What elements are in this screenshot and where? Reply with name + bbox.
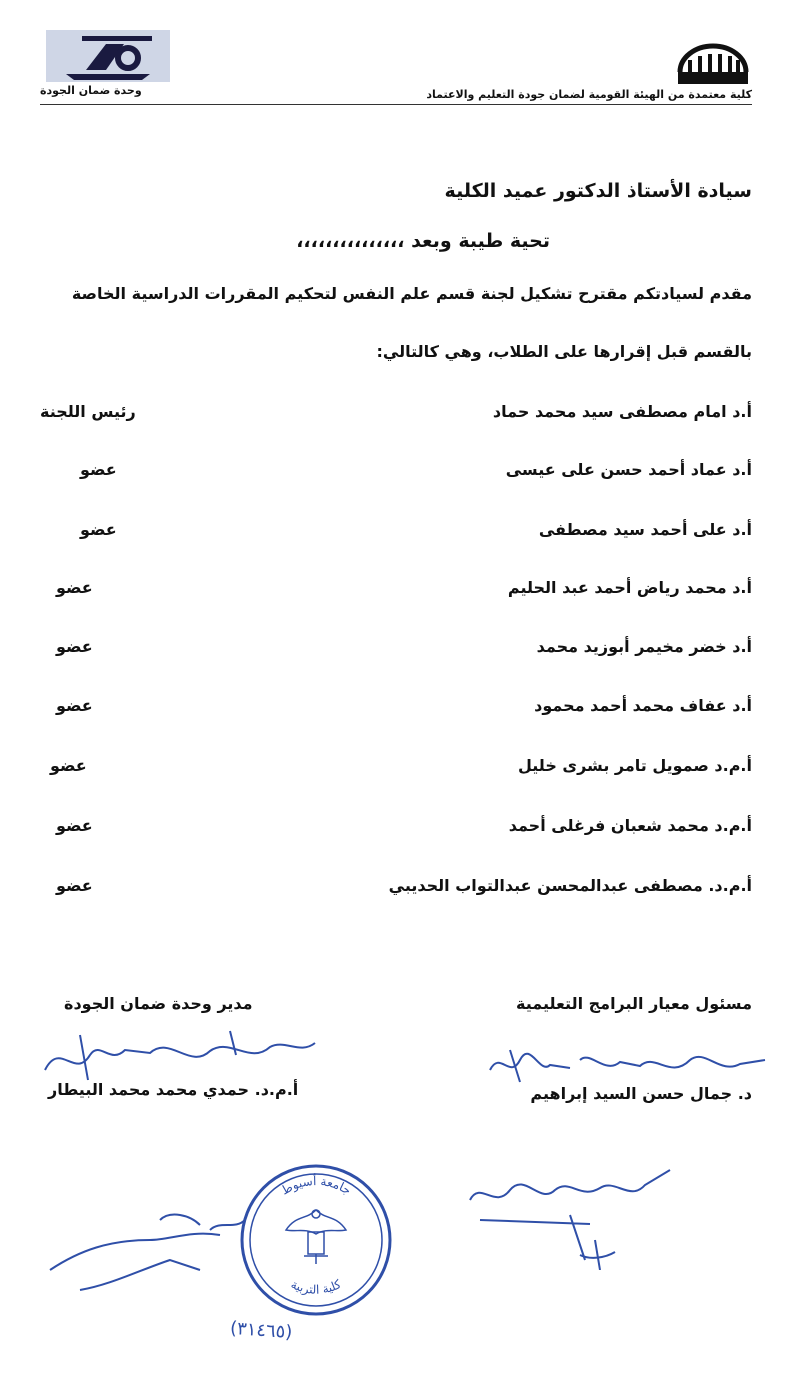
committee-row xyxy=(40,460,752,486)
left-handwritten-signature xyxy=(30,1025,330,1085)
quality-unit-logo xyxy=(46,30,170,82)
svg-text:جامعة أسيوط xyxy=(279,1173,354,1198)
faculty-accreditation-text: كلية معتمدة من الهيئة القومية لضمان جودة التعليم والاعتماد xyxy=(426,88,752,101)
faculty-of-education-logo xyxy=(676,42,750,86)
left-signatory-title: مدير وحدة ضمان الجودة xyxy=(64,994,253,1013)
member-name: أ.د على أحمد سيد مصطفى xyxy=(538,520,752,539)
member-name: أ.د امام مصطفى سيد محمد حماد xyxy=(492,402,752,421)
member-role: عضو xyxy=(50,756,87,775)
member-role: عضو xyxy=(80,460,117,479)
committee-row xyxy=(40,520,752,546)
body-line-1: مقدم لسيادتكم مقترح تشكيل لجنة قسم علم النفس لتحكيم المقررات الدراسية الخاصة xyxy=(71,284,752,303)
member-role: عضو xyxy=(56,578,93,597)
right-handwritten-signature xyxy=(480,1030,780,1090)
approval-handwriting xyxy=(40,1200,260,1300)
dean-handwritten-signature xyxy=(440,1160,740,1270)
quality-unit-logo-graphic xyxy=(46,30,170,82)
left-signatory-name: أ.م.د. حمدي محمد محمد البيطار xyxy=(48,1080,299,1099)
member-name: أ.د محمد رياض أحمد عبد الحليم xyxy=(507,578,752,597)
committee-row xyxy=(40,578,752,604)
member-name: أ.د عماد أحمد حسن على عيسى xyxy=(505,460,752,479)
member-role: عضو xyxy=(56,637,93,656)
eagle-emblem-icon xyxy=(286,1210,346,1264)
svg-text:كلية التربية xyxy=(289,1277,344,1297)
member-role: عضو xyxy=(80,520,117,539)
member-name: أ.م.د محمد شعبان فرغلى أحمد xyxy=(508,816,752,835)
right-signatory-title: مسئول معيار البرامج التعليمية xyxy=(515,994,752,1013)
member-name: أ.م.د صمويل تامر بشرى خليل xyxy=(517,756,752,775)
committee-row xyxy=(40,816,752,842)
official-stamp xyxy=(236,1160,396,1320)
member-role: عضو xyxy=(56,696,93,715)
committee-row xyxy=(40,696,752,722)
committee-row xyxy=(40,637,752,663)
member-role: عضو xyxy=(56,876,93,895)
member-name: أ.د عفاف محمد أحمد محمود xyxy=(534,696,752,715)
stamp-bottom-text: كلية التربية xyxy=(288,1277,344,1297)
committee-row xyxy=(40,402,752,428)
handwritten-reference-number: (٣١٤٦٥) xyxy=(229,1317,294,1344)
faculty-logo-graphic xyxy=(676,42,750,86)
greeting: تحية طيبة وبعد ،،،،،،،،،،،،،،، xyxy=(296,230,550,252)
member-name: أ.د خضر مخيمر أبوزيد محمد xyxy=(536,637,752,656)
right-signatory-name: د. جمال حسن السيد إبراهيم xyxy=(530,1084,752,1103)
body-line-2: بالقسم قبل إقرارها على الطلاب، وهي كالتالي: xyxy=(376,342,752,361)
member-name: أ.م.د. مصطفى عبدالمحسن عبدالتواب الحديبي xyxy=(388,876,752,895)
addressee: سيادة الأستاذ الدكتور عميد الكلية xyxy=(444,180,752,202)
member-role: رئيس اللجنة xyxy=(40,402,136,421)
stamp-graphic xyxy=(236,1160,396,1320)
member-role: عضو xyxy=(56,816,93,835)
committee-row xyxy=(40,756,752,782)
quality-unit-label: وحدة ضمان الجودة xyxy=(40,84,142,97)
header-divider xyxy=(40,104,752,105)
stamp-top-text: جامعة أسيوط xyxy=(278,1173,354,1198)
committee-row xyxy=(40,876,752,902)
